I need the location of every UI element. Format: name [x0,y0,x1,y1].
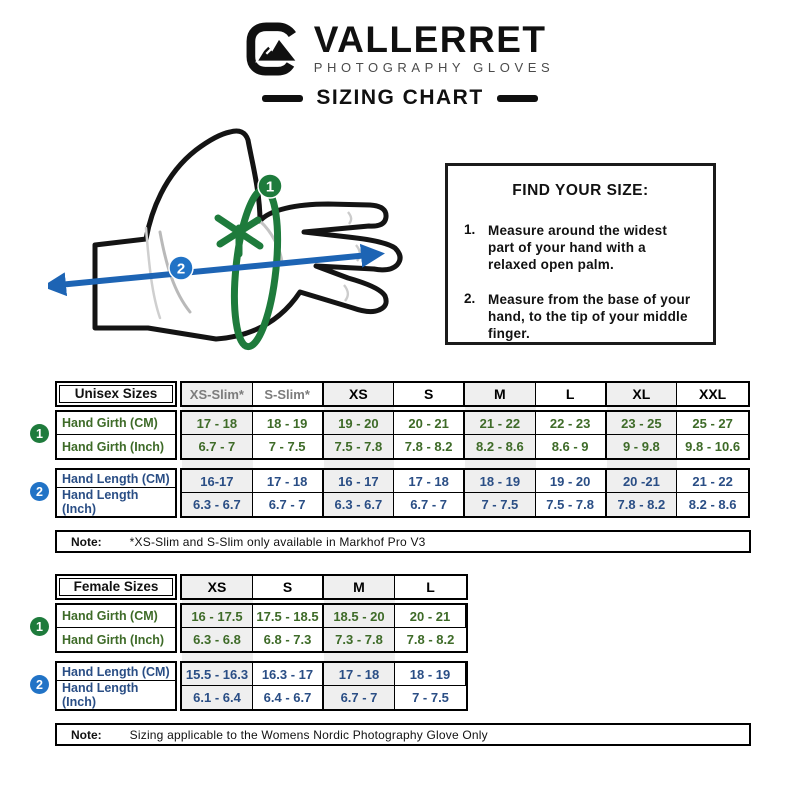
size-value-cell: 6.7 - 7 [324,686,395,709]
brand-tagline: PHOTOGRAPHY GLOVES [313,60,555,75]
size-column-header: XS-Slim* [182,383,253,405]
size-value-cell: 16 - 17.5 [182,605,253,628]
girth-values-grid [180,603,468,653]
size-value-cell: 7.8 - 8.2 [607,493,678,516]
size-value-cell: 25 - 27 [677,412,748,435]
size-value-cell: 6.7 - 7 [394,493,465,516]
row-label: Hand Length (Inch) [62,681,139,709]
table-title-box [55,381,177,407]
size-value-cell: 17 - 18 [394,470,465,493]
size-column-header: L [426,579,435,595]
size-value-cell: 16 - 17 [324,470,395,493]
size-column-header: L [536,383,607,405]
size-value-cell: 17 - 18 [253,470,324,493]
size-value-cell: 6.3 - 6.7 [324,493,395,516]
size-value-cell: 21 - 22 [677,470,748,493]
size-value-cell: 8.2 - 8.6 [688,497,737,512]
size-value-cell: 20 -21 [607,470,678,493]
title-dash-right [497,95,538,102]
measure-step-2 [464,291,705,342]
size-value-cell: 23 - 25 [607,412,678,435]
length-values-grid [180,661,468,711]
size-value-cell: 19 - 20 [324,412,395,435]
find-your-size-title: FIND YOUR SIZE: [512,182,649,199]
svg-text:2: 2 [176,260,186,278]
size-value-cell: 7.8 - 8.2 [394,435,465,458]
find-your-size-box [445,163,716,345]
size-value-cell: 19 - 20 [536,470,607,493]
length-row-labels [55,661,177,711]
size-value-cell: 8.6 - 9 [536,435,607,458]
size-value-cell: 20 - 21 [395,605,466,628]
size-header-row [180,381,750,407]
size-value-cell: 6.7 - 7 [182,435,253,458]
size-value-cell: 7 - 7.5 [412,690,449,705]
row-label: Hand Length (Inch) [62,488,139,516]
step-text: Measure around the widest part of your hand with a relaxed open palm. [488,223,668,272]
size-value-cell: 18 - 19 [253,412,324,435]
note-label: Note: [71,727,102,742]
size-column-header: XXL [699,386,727,402]
size-value-cell: 21 - 22 [465,412,536,435]
size-value-cell: 16-17 [182,470,253,493]
length-badge: 2 [30,482,49,501]
size-value-cell: 6.8 - 7.3 [253,628,324,651]
size-value-cell: 9.8 - 10.6 [685,439,741,454]
size-column-header: S-Slim* [253,383,324,405]
size-header-row [180,574,468,600]
size-value-cell: 17 - 18 [324,663,395,686]
size-value-cell: 7 - 7.5 [253,435,324,458]
length-marker-badge [169,256,193,280]
size-column-header: XS [182,576,253,598]
table-note [55,530,751,553]
svg-text:1: 1 [265,178,275,196]
size-value-cell: 7.8 - 8.2 [406,632,455,647]
size-column-header: XS [324,383,395,405]
table-note [55,723,751,746]
step-number: 2. [464,291,476,306]
row-label: Hand Length (CM) [57,470,175,488]
size-value-cell: 6.1 - 6.4 [182,686,253,709]
brand-name: VALLERRET [313,19,547,60]
size-value-cell: 6.3 - 6.7 [182,493,253,516]
size-value-cell: 22 - 23 [536,412,607,435]
table-title: Female Sizes [59,578,173,596]
girth-badge: 1 [30,424,49,443]
note-text: Sizing applicable to the Womens Nordic Photography Glove Only [129,727,488,742]
title-dash-left [262,95,303,102]
size-value-cell: 18 - 19 [395,663,466,686]
size-value-cell: 18 - 19 [465,470,536,493]
size-value-cell: 20 - 21 [394,412,465,435]
row-label: Hand Girth (Inch) [62,439,165,454]
size-value-cell: 8.2 - 8.6 [465,435,536,458]
brand-logo-icon [246,22,304,76]
size-value-cell: 9 - 9.8 [607,435,678,458]
table-title-box [55,574,177,600]
size-value-cell: 18.5 - 20 [324,605,395,628]
row-label: Hand Girth (CM) [57,605,175,628]
size-value-cell: 6.7 - 7 [253,493,324,516]
size-column-header: XL [607,383,678,405]
length-row-labels [55,468,177,518]
size-value-cell: 15.5 - 16.3 [182,663,253,686]
girth-values-grid [180,410,750,460]
measure-step-1 [464,222,705,273]
girth-row-labels [55,603,177,653]
size-value-cell: 17 - 18 [182,412,253,435]
size-column-header: M [465,383,536,405]
size-value-cell: 6.4 - 6.7 [253,686,324,709]
size-column-header: S [253,576,324,598]
row-label: Hand Girth (Inch) [62,632,165,647]
note-text: *XS-Slim and S-Slim only available in Markhof Pro V3 [129,534,426,549]
size-value-cell: 6.3 - 6.8 [182,628,253,651]
size-value-cell: 7.5 - 7.8 [536,493,607,516]
row-label: Hand Girth (CM) [57,412,175,435]
girth-badge: 1 [30,617,49,636]
row-label: Hand Length (CM) [57,663,175,681]
size-value-cell: 16.3 - 17 [253,663,324,686]
page-title: SIZING CHART [316,86,484,109]
size-column-header: S [394,383,465,405]
step-number: 1. [464,222,476,237]
female-size-table [0,574,800,754]
size-value-cell: 7 - 7.5 [465,493,536,516]
page-title-row [0,86,800,110]
size-value-cell: 17.5 - 18.5 [253,605,324,628]
hand-measurement-illustration [48,120,432,378]
unisex-size-table [0,381,800,561]
girth-row-labels [55,410,177,460]
brand-header [0,19,800,76]
girth-marker-badge [258,174,282,198]
note-label: Note: [71,534,102,549]
size-value-cell: 7.5 - 7.8 [324,435,395,458]
length-badge: 2 [30,675,49,694]
step-text: Measure from the base of your hand, to the tip of your middle finger. [488,292,691,341]
size-column-header: M [324,576,395,598]
length-values-grid [180,468,750,518]
table-title: Unisex Sizes [59,385,173,403]
size-value-cell: 7.3 - 7.8 [324,628,395,651]
